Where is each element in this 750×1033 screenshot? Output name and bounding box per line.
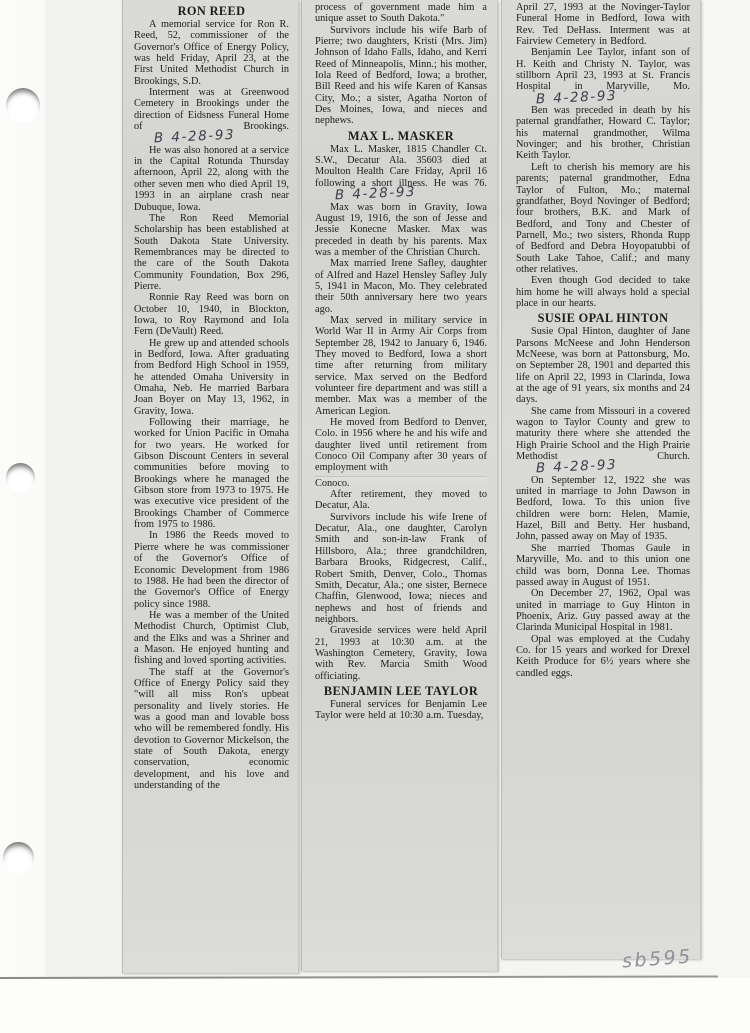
obituary-paragraph: The staff at the Governor's Office of Energy Policy said they "will all miss Ron's upbeat personality and lively stories. He was a good man and lovable boss who will be remembered fondly. His devotion to Governor Mickelson, the state of South Dakota, energy conservation, economic development, and his love and understanding of the xyxy=(134,666,289,792)
obituary-column-2 xyxy=(301,0,498,971)
hole-punch-top xyxy=(6,88,40,123)
obituary-paragraph: He moved from Bedford to Denver, Colo. in 1956 where he and his wife and daughter lived until retirement from Conoco Oil Company after 30 years of employment with xyxy=(315,417,487,474)
hole-punch-bottom xyxy=(3,842,34,873)
obituary-paragraph: Interment was at Greenwood Cemetery in Brookings under the direction of Eidsness Funeral Home of Brookings. B 4-28-93 xyxy=(134,87,289,147)
obituary-paragraph: Even though God decided to take him home he will always hold a special place in our hearts. xyxy=(516,275,690,309)
obituary-paragraph: Conoco. xyxy=(315,476,487,489)
sheet-bottom-edge xyxy=(0,975,718,979)
obituary-paragraph: In 1986 the Reeds moved to Pierre where he was commissioner of the Governor's Office of Economic Development from 1986 to 1988. He had been the director of the Governor's Office of Energy policy since 1988. xyxy=(134,530,289,610)
obituary-paragraph: Susie Opal Hinton, daughter of Jane Parsons McNeese and John Henderson McNeese, was born at Pattonsburg, Mo. on September 28, 1901 and departed this life on April 22, 1993 in Clarinda, Iowa at the age of 91 years, six months and 24 days. xyxy=(516,326,690,406)
obituary-headline: MAX L. MASKER xyxy=(348,128,454,143)
obituary-paragraph: On September 12, 1922 she was united in marriage to John Dawson in Bedford, Iowa. To this union five children were born: Helen, Mamie, Hazel, Bill and Betty. Her husband, John, passed away on May of 1935. xyxy=(516,474,690,543)
obituary-paragraph: He was a member of the United Methodist Church, Optimist Club, and the Elks and was a Shriner and a Mason. He enjoyed hunting and fishing and loved sporting activities. xyxy=(134,609,289,667)
handwritten-date-annotation: B 4-28-93 xyxy=(535,457,618,477)
handwritten-date-annotation: B 4-28-93 xyxy=(153,127,236,147)
obituary-headline: RON REED xyxy=(177,4,246,18)
obituary-paragraph: Ben was preceded in death by his paternal grandfather, Howard C. Taylor; his maternal grandmother, Wilma Novinger; and his brother, Christian Keith Taylor. xyxy=(516,105,690,162)
obituary-paragraph: Survivors include his wife Barb of Pierre; two daughters, Kristi (Mrs. Jim) Johnson of Idaho Falls, Idaho, and Kerri Reed of Minneapolis, Minn.; his mother, Iola Reed of Bedford, Iowa; a brother, Bill Reed and his wife Karen of Kansas City, Mo.; a sister, Agatha Norton of Des Moines, Iowa, and nieces and nephews. xyxy=(315,24,487,127)
obituary-paragraph: Benjamin Lee Taylor, infant son of H. Keith and Christy N. Taylor, was stillborn April 23, 1993 at St. Francis Hospital in Maryville, Mo. B 4-28-93 xyxy=(516,47,690,108)
obituary-paragraph: Funeral services for Benjamin Lee Taylor were held at 10:30 a.m. Tuesday, xyxy=(315,698,487,722)
obituary-paragraph: A memorial service for Ron R. Reed, 52, commissioner of the Governor's Office of Energy Policy, was held Friday, April 23, at the First United Methodist Church in Brookings, S.D. xyxy=(134,19,289,87)
obituary-paragraph: Following their marriage, he worked for Union Pacific in Omaha for two years. He worked for Gibson Discount Centers in several communities before moving to Brookings where he managed the Gibson store from 1973 to 1975. He was executive vice president of the Brookings Chamber of Commerce from 1975 to 1986. xyxy=(134,417,289,531)
obituary-paragraph: April 27, 1993 at the Novinger-Taylor Funeral Home in Bedford, Iowa with Rev. Ted DeHass. Interment was at Fairview Cemetery in Bedford. xyxy=(516,2,690,48)
obituary-paragraph: After retirement, they moved to Decatur, Ala. xyxy=(315,489,487,512)
obituary-paragraph: He was also honored at a service in the Capital Rotunda Thursday afternoon, April 22, along with the other seven men who died April 19, 1993 in an airplane crash near Dubuque, Iowa. xyxy=(134,144,289,213)
obituary-headline: SUSIE OPAL HINTON xyxy=(537,311,669,326)
handwritten-date-annotation: B 4-28-93 xyxy=(535,87,618,108)
obituary-paragraph: The Ron Reed Memorial Scholarship has been established at South Dakota State University. Remembrances may be directed to the care of the South Dakota Community Foundation, Box 296, Pierre. xyxy=(134,212,289,292)
obituary-paragraph: On December 27, 1962, Opal was united in marriage to Guy Hinton in Phoenix, Ariz. Guy passed away at the Clarinda Municipal Hospital in 1981. xyxy=(516,588,690,634)
obituary-paragraph: Opal was employed at the Cudahy Co. for 15 years and worked for Drexel Keith Produce for 6½ years where she candled eggs. xyxy=(516,633,690,679)
obituary-paragraph: Max was born in Gravity, Iowa August 19, 1916, the son of Jesse and Jessie Konecne Masker. Max was preceded in death by his parents. Max was a member of the Christian Church. xyxy=(315,201,487,258)
obituary-column-3 xyxy=(501,0,701,959)
obituary-paragraph: Graveside services were held April 21, 1993 at 10:30 a.m. at the Washington Cemetery, Gravity, Iowa with Rev. Marcia Smith Wood officiating. xyxy=(315,625,487,682)
obituary-paragraph: Ronnie Ray Reed was born on October 10, 1940, in Blockton, Iowa, to Roy Raymond and Iola Fern (DeVault) Reed. xyxy=(134,292,289,338)
obituary-paragraph: process of government made him a unique asset to South Dakota." xyxy=(315,2,487,25)
pencil-mark-annotation: sb595 xyxy=(621,945,694,973)
handwritten-date-annotation: B 4-28-93 xyxy=(334,183,417,204)
obituary-paragraph: She married Thomas Gaule in Maryville, Mo. and to this union one child was born, Donna Lee. Thomas passed away in August of 1951. xyxy=(516,542,690,588)
obituary-column-1 xyxy=(122,0,299,973)
obituary-paragraph: Survivors include his wife Irene of Decatur, Ala., one daughter, Carolyn Smith and son-in-law Frank of Hillsboro, Ala.; three grandchildren, Barbara Brooks, Ridgecrest, Calif., Robert Smith, Denver, Colo., Thomas Smith, Decatur, Ala.; one sister, Bernece Chaffin, Glenwood, Iowa; nieces and nephews and host of friends and neighbors. xyxy=(315,511,487,625)
obituary-paragraph: Max married Irene Safley, daughter of Alfred and Hazel Hensley Safley July 5, 1941 in Macon, Mo. They celebrated their 50th anniversary here two years ago. xyxy=(315,258,487,315)
hole-punch-middle xyxy=(6,463,35,492)
obituary-paragraph: Left to cherish his memory are his parents; paternal grandmother, Edna Taylor of Fulton, Mo.; maternal grandfather, Boyd Novinger of Bedford; four brothers, B.K. and Mark of Bedford, and Tony and Chester of Parnell, Mo.; two sisters, Rhonda Rupp of Bedford and Debra Hoyopatubbi of South Lake Tahoe, Calif.; and many other relatives. xyxy=(516,161,690,275)
obituary-paragraph: Max served in military service in World War II in Army Air Corps from September 28, 1942 to January 6, 1946. They moved to Bedford, Iowa a short time after returning from military service. Max served on the Bedford volunteer fire department and was still a member. Max was a member of the American Legion. xyxy=(315,314,487,417)
obituary-paragraph: Max L. Masker, 1815 Chandler Ct. S.W., Decatur Ala. 35603 died at Moulton Health Care Friday, April 16 following a short illness. He was 76. B 4-28-93 xyxy=(315,143,487,204)
obituary-headline: BENJAMIN LEE TAYLOR xyxy=(323,683,479,698)
obituary-paragraph: She came from Missouri in a covered wagon to Taylor County and grew to maturity there where she attended the High Prairie School and the High Prairie Methodist Church. B 4-28-93 xyxy=(516,405,690,477)
obituary-paragraph: He grew up and attended schools in Bedford, Iowa. After graduating from Bedford High School in 1959, he attended Omaha University in Omaha, Neb. He married Barbara Joan Boyer on May 13, 1962, in Gravity, Iowa. xyxy=(134,337,289,417)
